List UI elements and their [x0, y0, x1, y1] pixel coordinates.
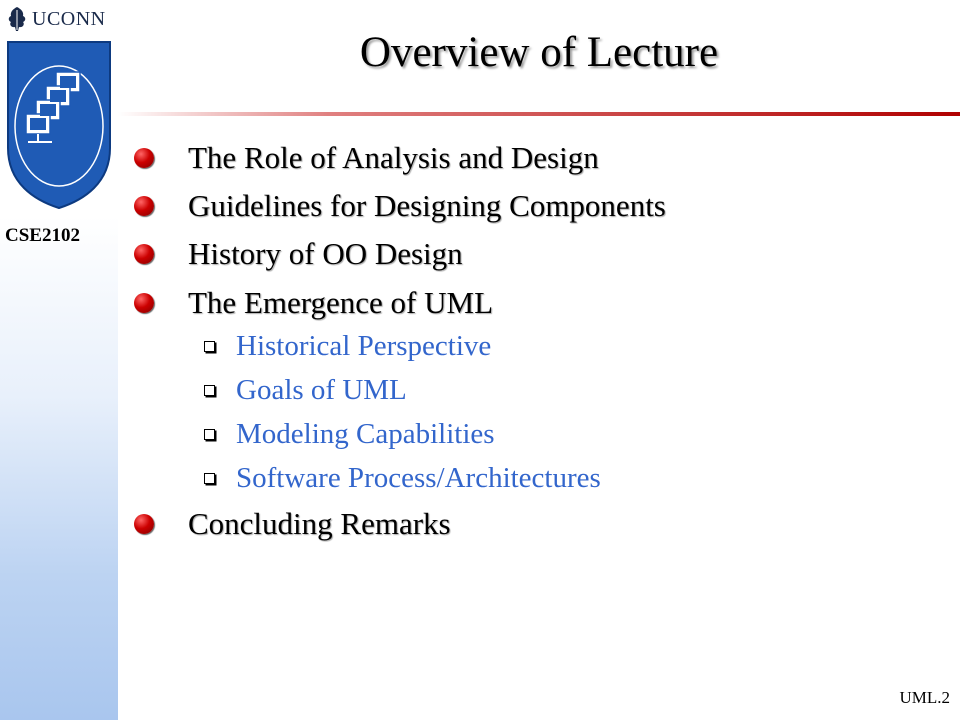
list-item: The Emergence of UML — [134, 285, 493, 321]
bullet-icon — [134, 293, 154, 313]
bullet-icon — [134, 244, 154, 264]
title-divider — [118, 105, 960, 123]
bullet-icon — [134, 514, 154, 534]
list-item: Guidelines for Designing Components — [134, 188, 666, 224]
cse-seal-logo — [4, 38, 114, 210]
slide-title: Overview of Lecture — [359, 29, 719, 76]
uconn-logo — [6, 4, 106, 34]
square-bullet-icon — [204, 429, 215, 440]
list-item: The Role of Analysis and Design — [134, 140, 599, 176]
list-item: Concluding Remarks — [134, 506, 451, 542]
list-item: History of OO Design — [134, 236, 463, 272]
university-name: UCONN — [32, 7, 106, 30]
sub-list-item: Goals of UML — [204, 374, 407, 407]
course-code: CSE2102 — [5, 225, 80, 246]
sub-list-item: Modeling Capabilities — [204, 418, 495, 451]
square-bullet-icon — [204, 385, 215, 396]
square-bullet-icon — [204, 341, 215, 352]
slide-number: UML.2 — [899, 688, 950, 707]
bullet-icon — [134, 148, 154, 168]
sub-list-item: Historical Perspective — [204, 330, 491, 363]
bullet-icon — [134, 196, 154, 216]
sidebar — [0, 0, 118, 720]
sub-list-item: Software Process/Architectures — [204, 462, 601, 495]
oak-leaf-icon — [6, 6, 28, 32]
square-bullet-icon — [204, 473, 215, 484]
